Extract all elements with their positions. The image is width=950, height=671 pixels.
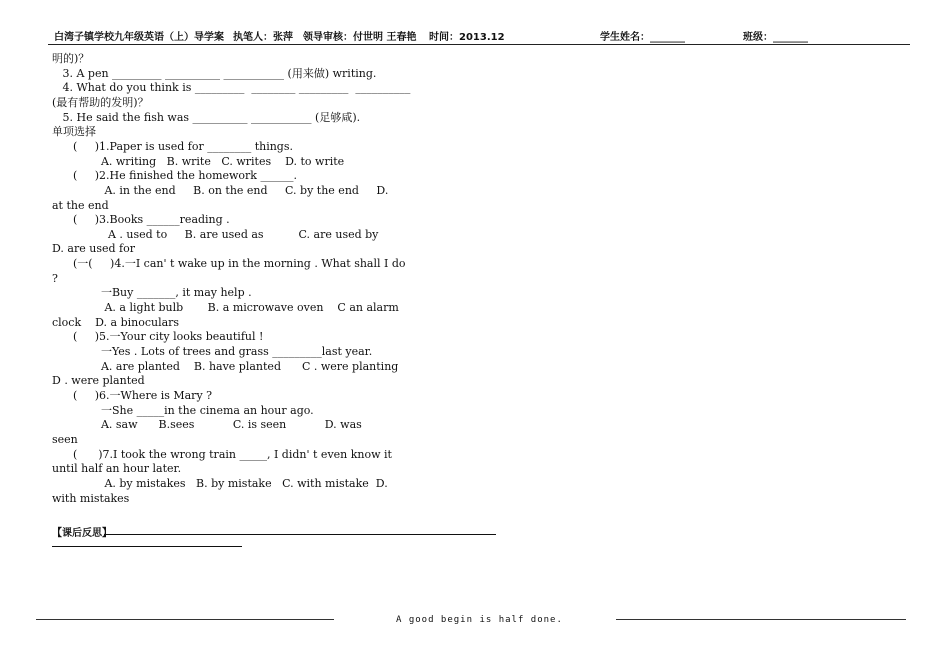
worksheet-line: 明的)？ bbox=[52, 52, 90, 65]
worksheet-line: 5. He said the fish was __________ ___________ (足够咸). bbox=[52, 110, 361, 124]
worksheet-line: ( )1.Paper is used for ________ things. bbox=[52, 139, 293, 153]
worksheet-line: ( )5.一Your city looks beautiful ! bbox=[52, 330, 264, 344]
worksheet-line: 一She _____in the cinema an hour ago. bbox=[52, 403, 314, 417]
worksheet-line: 3. A pen _________ __________ ___________ (用来做) writing. bbox=[52, 66, 377, 80]
worksheet-line: 4. What do you think is _________ ________ _________ __________ bbox=[52, 81, 411, 95]
worksheet-line: A . used to B. are used as C. are used by bbox=[52, 227, 379, 241]
worksheet-line: A. saw B.sees C. is seen D. was bbox=[52, 418, 362, 432]
worksheet-line: 一Buy _______, it may help . bbox=[52, 286, 252, 300]
header-reviewer: 领导审核：付世明 王春艳 bbox=[303, 32, 417, 43]
worksheet-line: at the end bbox=[52, 198, 109, 212]
header-student-name: 学生姓名：_______ bbox=[600, 32, 685, 43]
worksheet-line: ( )3.Books ______reading . bbox=[52, 213, 230, 227]
footer-motto: A good begin is half done. bbox=[396, 615, 563, 625]
worksheet-line: until half an hour later. bbox=[52, 462, 182, 476]
worksheet-line: ? bbox=[52, 271, 58, 285]
footer-rule-right bbox=[616, 619, 906, 620]
worksheet-line: A. a light bulb B. a microwave oven C an alarm bbox=[52, 301, 399, 315]
footer-rule-left bbox=[36, 619, 334, 620]
header-writer: 执笔人：张萍 bbox=[233, 32, 293, 43]
reflection-line bbox=[52, 546, 242, 547]
worksheet-line: 单项选择 bbox=[52, 125, 96, 139]
worksheet-line: (最有帮助的发明)？ bbox=[52, 95, 149, 109]
worksheet-line: ( )2.He finished the homework ______. bbox=[52, 169, 297, 183]
worksheet-line: D. are used for bbox=[52, 242, 135, 256]
worksheet-line: seen bbox=[52, 432, 78, 446]
header-class: 班级：_______ bbox=[743, 32, 808, 43]
header-school-title: 白湾子镇学校九年级英语（上）导学案 bbox=[54, 32, 224, 43]
worksheet-line: A. in the end B. on the end C. by the end D. bbox=[52, 183, 389, 197]
header-time: 时间：2013.12 bbox=[429, 32, 505, 43]
reflection-label: 【课后反思】 bbox=[52, 528, 112, 539]
worksheet-line: D . were planted bbox=[52, 374, 145, 388]
worksheet-line: clock D. a binoculars bbox=[52, 315, 180, 329]
worksheet-line: A. by mistakes B. by mistake C. with mistake D. bbox=[52, 476, 388, 490]
worksheet-line: ( )7.I took the wrong train _____, I didn' t even know it bbox=[52, 447, 392, 461]
header-rule bbox=[48, 44, 910, 45]
worksheet-line: A. are planted B. have planted C . were planting bbox=[52, 359, 399, 373]
reflection-line bbox=[104, 534, 496, 535]
worksheet-line: ( )6.一Where is Mary ? bbox=[52, 388, 213, 402]
worksheet-line: 一Yes . Lots of trees and grass _________last year. bbox=[52, 345, 373, 358]
worksheet-line: with mistakes bbox=[52, 491, 130, 505]
worksheet-line: (一( )4.一I can' t wake up in the morning . What shall I do bbox=[52, 257, 406, 271]
worksheet-line: A. writing B. write C. writes D. to write bbox=[52, 154, 345, 168]
